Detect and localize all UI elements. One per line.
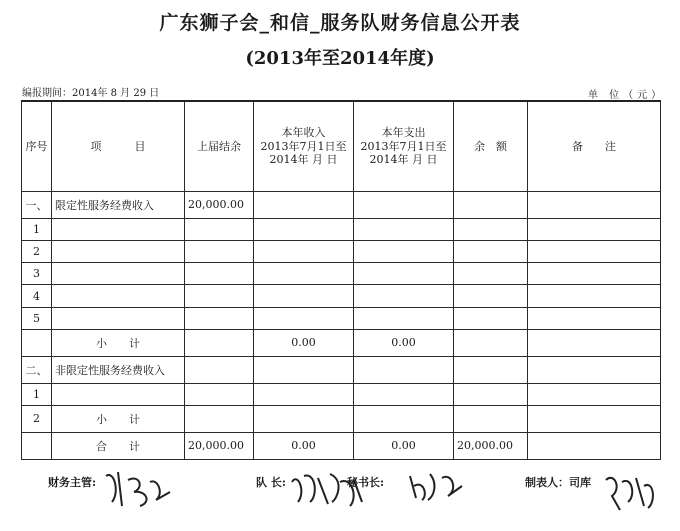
- cell-prev-balance: [185, 241, 254, 263]
- header-expense-line: 本年支出: [381, 125, 426, 139]
- header-row: [22, 101, 661, 191]
- cell-seq: 3: [22, 263, 52, 285]
- cell-balance: [454, 356, 528, 383]
- cell-prev-balance: [185, 356, 254, 383]
- cell-expense: [354, 356, 454, 383]
- cell-income: [254, 405, 354, 432]
- cell-expense: [354, 405, 454, 432]
- cell-balance: [454, 241, 528, 263]
- finance-manager-label: 财务主管:: [48, 476, 97, 489]
- cell-item: [52, 383, 185, 405]
- cell-remark: [528, 241, 661, 263]
- table-body: [22, 191, 661, 459]
- cell-expense: [354, 241, 454, 263]
- secretary-label: 秘书长:: [347, 476, 385, 489]
- cell-income: [254, 383, 354, 405]
- captain-signature: [288, 462, 368, 512]
- cell-remark: [528, 218, 661, 240]
- cell-item: 小 计: [52, 329, 185, 356]
- cell-remark: [528, 383, 661, 405]
- cell-income: [254, 263, 354, 285]
- header-expense-line: 2013年7月1日至: [360, 139, 447, 153]
- cell-item: [52, 241, 185, 263]
- cell-item: 合 计: [52, 432, 185, 459]
- cell-prev-balance: [185, 329, 254, 356]
- cell-income: 0.00: [254, 432, 354, 459]
- cell-remark: [528, 263, 661, 285]
- cell-expense: [354, 191, 454, 218]
- table-row: [22, 329, 661, 356]
- cell-balance: [454, 405, 528, 432]
- cell-item: [52, 307, 185, 329]
- cell-seq: 1: [22, 383, 52, 405]
- header-balance: 余 额: [454, 101, 528, 191]
- preparer-label: 制表人：司库: [525, 476, 591, 489]
- table-row: [22, 356, 661, 383]
- cell-expense: 0.00: [354, 432, 454, 459]
- cell-balance: [454, 191, 528, 218]
- captain-label: 队 长:: [256, 476, 286, 489]
- cell-prev-balance: [185, 307, 254, 329]
- cell-prev-balance: 20,000.00: [185, 432, 254, 459]
- cell-seq: 1: [22, 218, 52, 240]
- cell-remark: [528, 356, 661, 383]
- cell-item: [52, 218, 185, 240]
- header-seq: 序号: [22, 101, 52, 191]
- cell-remark: [528, 307, 661, 329]
- cell-seq: [22, 329, 52, 356]
- cell-prev-balance: [185, 383, 254, 405]
- header-income-line: 2013年7月1日至: [260, 139, 347, 153]
- header-expense: [354, 101, 454, 191]
- header-item: 项 目: [52, 101, 185, 191]
- cell-remark: [528, 285, 661, 307]
- table-row: [22, 218, 661, 240]
- cell-income: [254, 307, 354, 329]
- preparer-signature: [600, 466, 660, 516]
- cell-balance: [454, 307, 528, 329]
- header-income: [254, 101, 354, 191]
- cell-remark: [528, 191, 661, 218]
- secretary-signature: [404, 466, 474, 506]
- cell-seq: 5: [22, 307, 52, 329]
- cell-seq: 2: [22, 241, 52, 263]
- header-income-line: 本年收入: [281, 125, 326, 139]
- cell-prev-balance: [185, 405, 254, 432]
- cell-balance: [454, 383, 528, 405]
- cell-income: [254, 218, 354, 240]
- cell-prev-balance: [185, 285, 254, 307]
- table-row: [22, 241, 661, 263]
- report-date: 编报期间：2014年 8 月 29 日: [22, 88, 160, 99]
- table-row: [22, 191, 661, 218]
- header-income-line: 2014年 月 日: [269, 153, 338, 167]
- cell-item: [52, 263, 185, 285]
- cell-expense: [354, 285, 454, 307]
- finance-table: [21, 100, 661, 460]
- header-prev-balance: 上届结余: [185, 101, 254, 191]
- cell-expense: 0.00: [354, 329, 454, 356]
- cell-seq: 2: [22, 405, 52, 432]
- cell-item: 小 计: [52, 405, 185, 432]
- cell-expense: [354, 307, 454, 329]
- header-remarks: 备 注: [528, 101, 661, 191]
- cell-seq: 二、: [22, 356, 52, 383]
- form-subtitle: (2013年至2014年度): [245, 48, 435, 69]
- cell-remark: [528, 405, 661, 432]
- cell-remark: [528, 329, 661, 356]
- form-title: 广东狮子会_和信_服务队财务信息公开表: [159, 12, 521, 34]
- cell-balance: [454, 329, 528, 356]
- cell-seq: 一、: [22, 191, 52, 218]
- cell-prev-balance: [185, 218, 254, 240]
- table-row: [22, 432, 661, 459]
- cell-remark: [528, 432, 661, 459]
- cell-expense: [354, 263, 454, 285]
- table-row: [22, 383, 661, 405]
- header-expense-line: 2014年 月 日: [369, 153, 438, 167]
- cell-prev-balance: [185, 263, 254, 285]
- cell-item: [52, 285, 185, 307]
- cell-income: [254, 285, 354, 307]
- cell-seq: 4: [22, 285, 52, 307]
- cell-balance: [454, 263, 528, 285]
- cell-item: 限定性服务经费收入: [52, 191, 185, 218]
- cell-expense: [354, 383, 454, 405]
- cell-balance: [454, 218, 528, 240]
- cell-balance: 20,000.00: [454, 432, 528, 459]
- table-row: [22, 285, 661, 307]
- cell-expense: [354, 218, 454, 240]
- cell-seq: [22, 432, 52, 459]
- cell-income: 0.00: [254, 329, 354, 356]
- cell-prev-balance: 20,000.00: [185, 191, 254, 218]
- cell-balance: [454, 285, 528, 307]
- cell-income: [254, 191, 354, 218]
- table-row: [22, 307, 661, 329]
- unit-label: 单 位（元）: [588, 90, 666, 101]
- cell-income: [254, 241, 354, 263]
- finance-manager-signature: [100, 462, 180, 512]
- table-row: [22, 263, 661, 285]
- table-row: [22, 405, 661, 432]
- cell-item: 非限定性服务经费收入: [52, 356, 185, 383]
- cell-income: [254, 356, 354, 383]
